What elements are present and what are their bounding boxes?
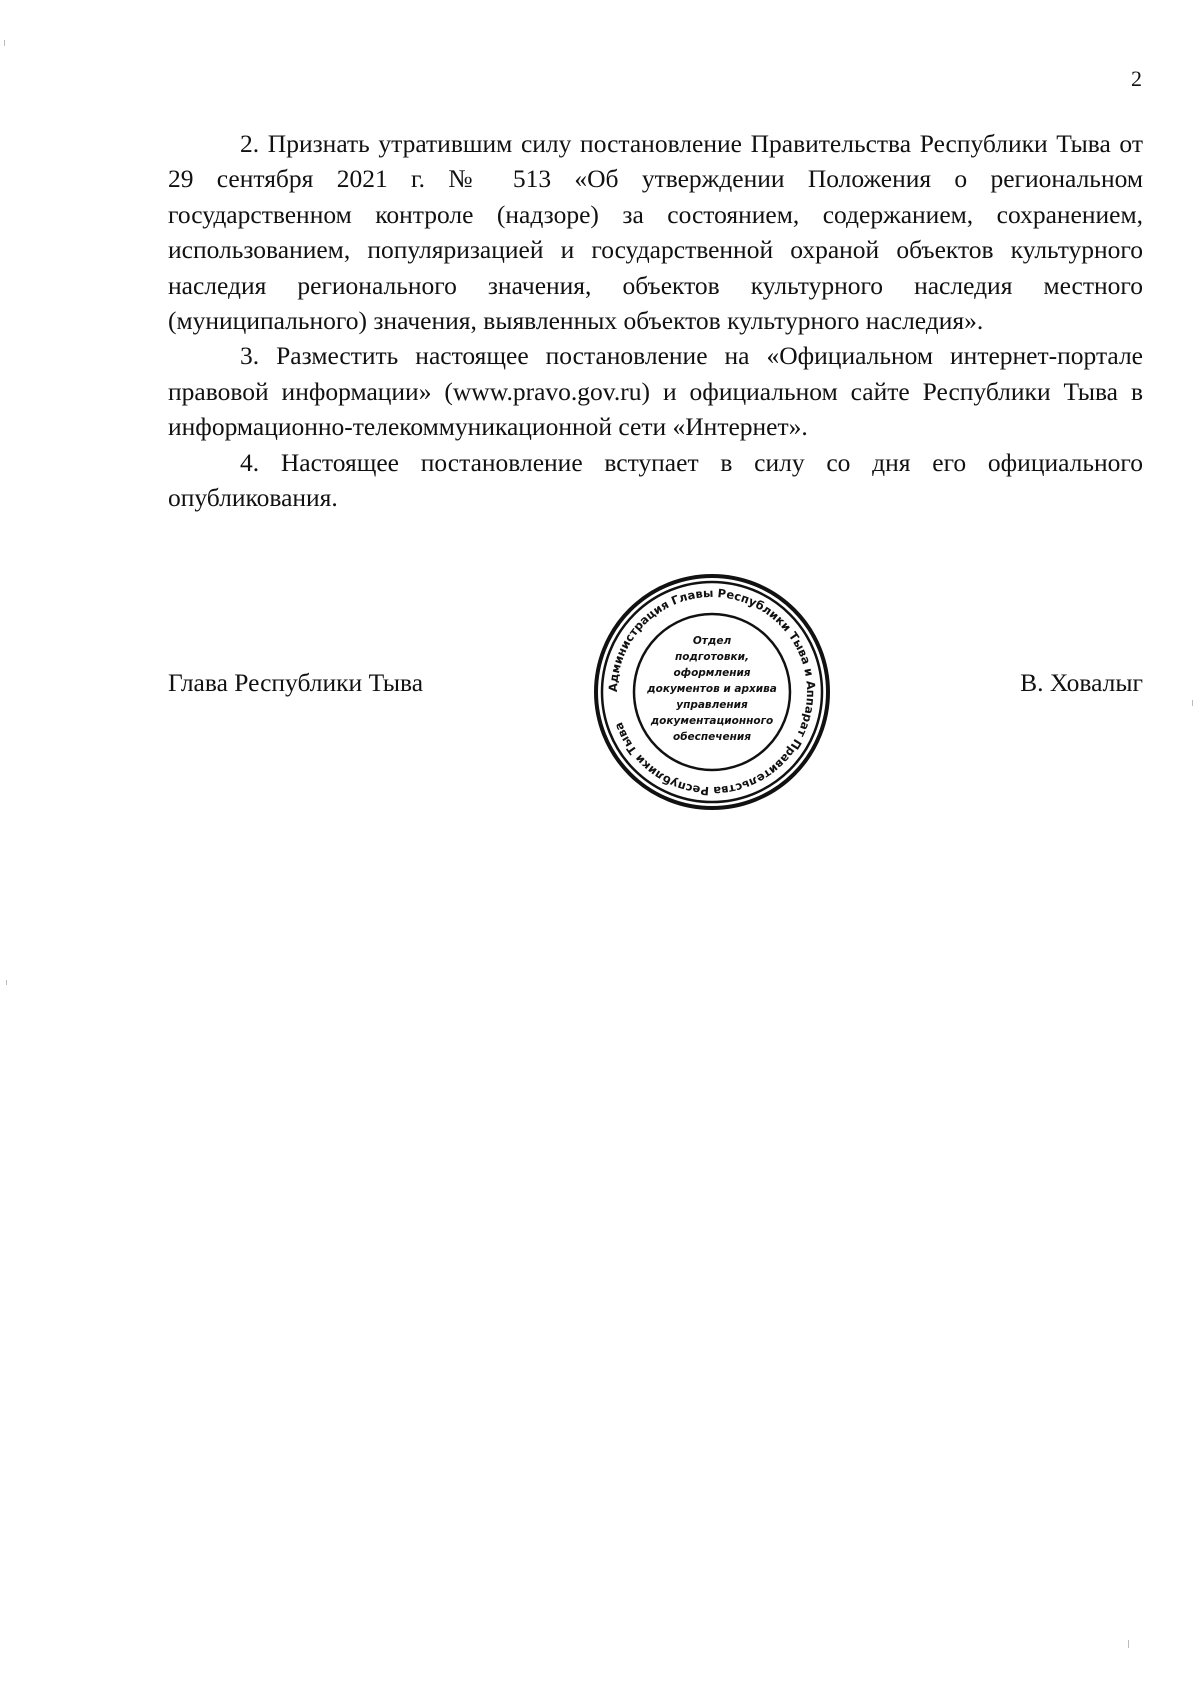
signatory-title: Глава Республики Тыва — [168, 668, 424, 697]
stamp-line-4: документов и архива — [647, 683, 777, 695]
scan-speck — [1192, 700, 1193, 706]
stamp-line-3: оформления — [673, 667, 751, 679]
scan-speck — [4, 40, 5, 46]
stamp-line-6: документационного — [650, 715, 774, 727]
page-number: 2 — [1131, 66, 1142, 91]
paragraph-4: 4. Настоящее постановление вступает в силу со дня его официального опубликования. — [168, 447, 1143, 513]
stamp-line-7: обеспечения — [673, 731, 751, 743]
official-stamp — [592, 572, 832, 812]
scan-speck — [1128, 1640, 1129, 1648]
scan-speck — [6, 980, 7, 985]
stamp-line-1: Отдел — [692, 635, 732, 647]
stamp-line-2: подготовки, — [674, 651, 750, 663]
paragraph-2: 2. Признать утратившим силу постановление Правительства Республики Тыва от 29 сентября 2021 г. № 513 «Об утверждении Положения о региональном государственном контроле (надзоре) за состоянием, содержанием, сохранением, использованием, популяризацией и государственной охраной объектов культурного наследия регионального значения, объектов культурного наследия местного (муниципального) значения, выявленных объектов культурного наследия». — [168, 129, 1143, 336]
paragraph-3: 3. Разместить настоящее постановление на «Официальном интернет-портале правовой информации» (www.pravo.gov.ru) и официальном сайте Республики Тыва в информационно-телекоммуникационной сети «Интернет». — [168, 341, 1143, 442]
stamp-line-5: управления — [676, 699, 748, 711]
signatory-name: В. Ховалыг — [1020, 668, 1143, 697]
stamp-ring-text: Администрация Главы Республики Тыва и Аппарат Правительства Республики Тыва — [605, 585, 819, 799]
document-body — [168, 126, 1143, 515]
